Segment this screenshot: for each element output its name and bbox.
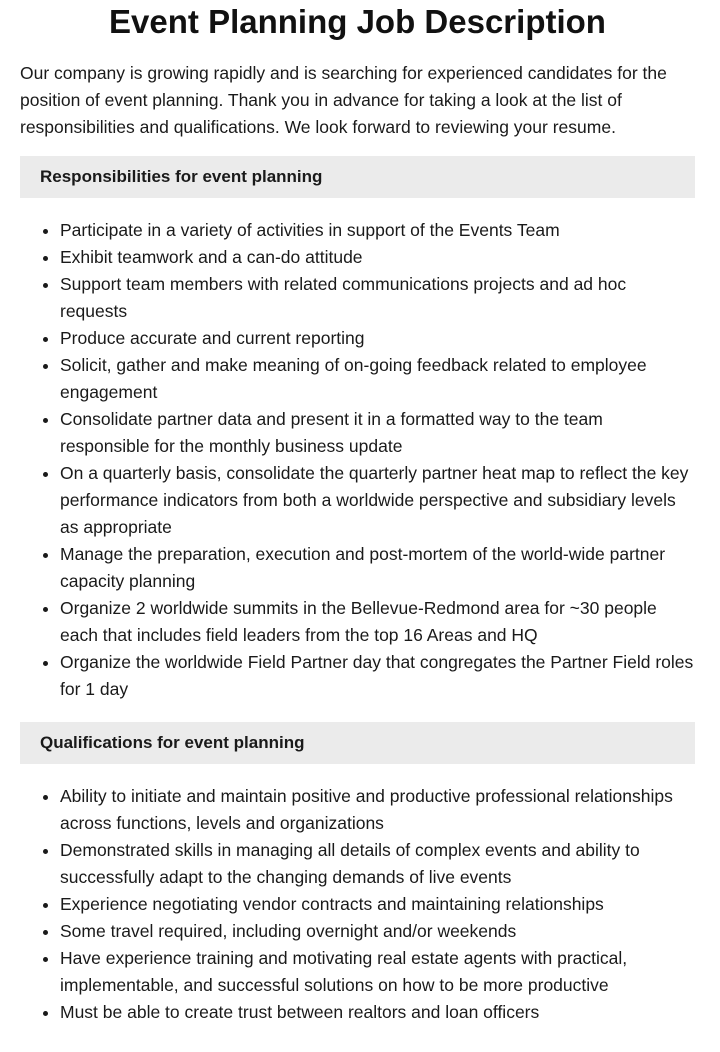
list-item: • Organize 2 worldwide summits in the Bellevue-Redmond area for ~30 people each that includes field leaders from the top 16 Areas and HQ — [60, 595, 695, 649]
list-item: • Have experience training and motivating real estate agents with practical, implementable, and successful solutions on how to be more productive — [60, 945, 695, 999]
list-item: • Must be able to create trust between realtors and loan officers — [60, 999, 695, 1026]
responsibilities-heading: Responsibilities for event planning — [20, 156, 695, 198]
qualifications-heading: Qualifications for event planning — [20, 722, 695, 764]
list-item: • Ability to initiate and maintain positive and productive professional relationships across functions, levels and organizations — [60, 783, 695, 837]
intro-paragraph: Our company is growing rapidly and is searching for experienced candidates for the position of event planning. Thank you in advance for taking a look at the list of responsibilities and qualifications. We look forward to reviewing your resume. — [20, 63, 667, 137]
qualifications-list — [20, 783, 695, 1026]
responsibilities-list — [20, 217, 695, 703]
list-item: • Organize the worldwide Field Partner day that congregates the Partner Field roles for 1 day — [60, 649, 695, 703]
list-item: • Participate in a variety of activities in support of the Events Team — [60, 217, 695, 244]
list-item: • Demonstrated skills in managing all details of complex events and ability to successfully adapt to the changing demands of live events — [60, 837, 695, 891]
list-item: • Solicit, gather and make meaning of on-going feedback related to employee engagement — [60, 352, 695, 406]
list-item: • On a quarterly basis, consolidate the quarterly partner heat map to reflect the key performance indicators from both a worldwide perspective and subsidiary levels as appropriate — [60, 460, 695, 541]
list-item: • Experience negotiating vendor contracts and maintaining relationships — [60, 891, 695, 918]
list-item: • Consolidate partner data and present it in a formatted way to the team responsible for the monthly business update — [60, 406, 695, 460]
page-title: Event Planning Job Description — [109, 3, 606, 40]
list-item: • Exhibit teamwork and a can-do attitude — [60, 244, 695, 271]
list-item: • Support team members with related communications projects and ad hoc requests — [60, 271, 695, 325]
list-item: • Manage the preparation, execution and post-mortem of the world-wide partner capacity planning — [60, 541, 695, 595]
list-item: • Some travel required, including overnight and/or weekends — [60, 918, 695, 945]
list-item: • Produce accurate and current reporting — [60, 325, 695, 352]
